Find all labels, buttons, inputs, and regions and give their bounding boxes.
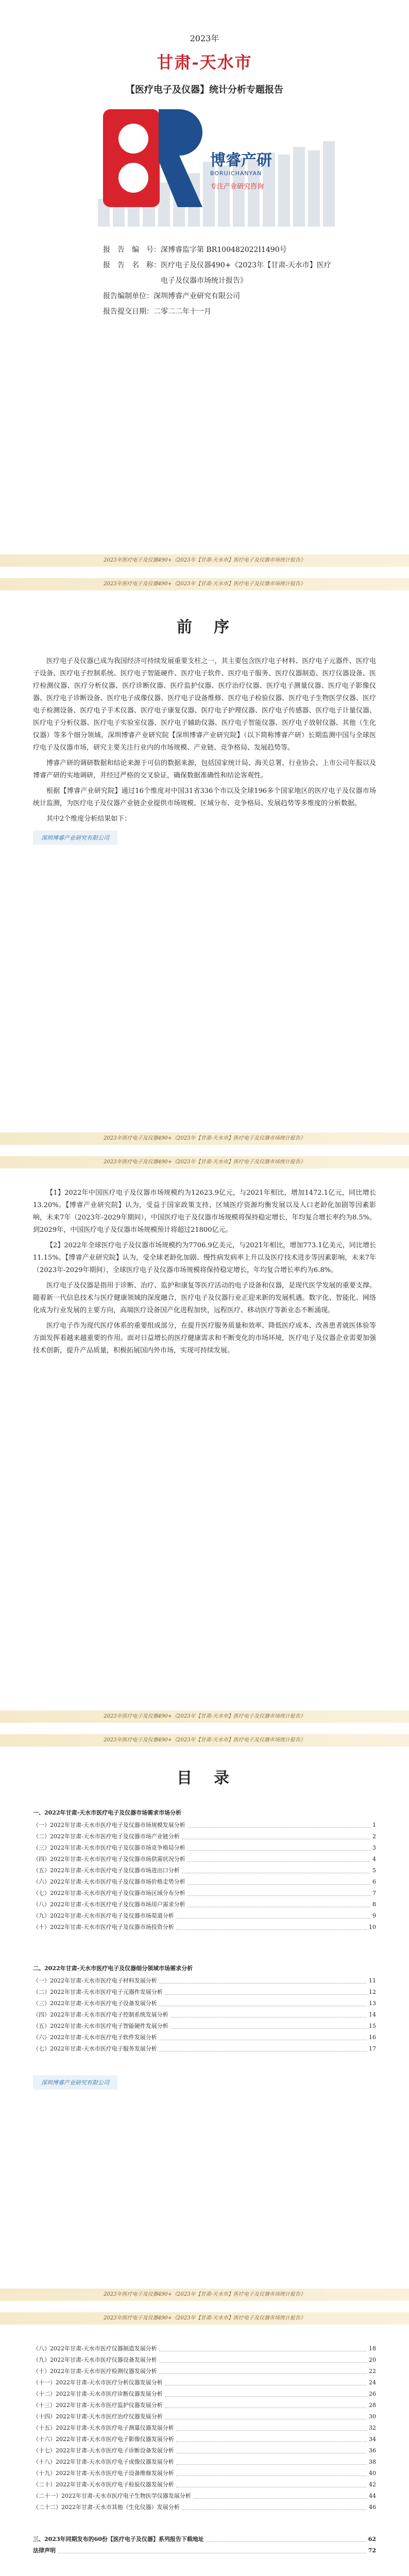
toc-leader: [176, 1929, 367, 1930]
meta-value: 二零二二年十一月: [154, 308, 211, 316]
toc-entry-title: （二）2022年甘肃-天水市医疗电子元器件发展分析: [33, 1989, 163, 1995]
page-footer-band: 2023年医疗电子及仪器490+《2023年【甘肃-天水市】医疗电子及仪器市场统计报告》: [0, 1710, 409, 1723]
toc-entry-title: （五）2022年甘肃-天水市医疗电子及仪器市场进出口分析: [33, 1867, 180, 1874]
meta-row: [103, 289, 335, 304]
toc-entry[interactable]: [33, 2377, 376, 2388]
toc-entry-title: （十六）2022年甘肃-天水市医疗电子影像仪器发展分析: [33, 2436, 174, 2443]
toc-entry-title: （十三）2022年甘肃-天水市医疗监护仪器发展分析: [33, 2402, 163, 2409]
toc-entry[interactable]: [33, 2366, 376, 2377]
toc-leader: [188, 1850, 370, 1851]
toc-entry-title: （二）2022年甘肃-天水市医疗电子及仪器市场产业链分析: [33, 1833, 180, 1840]
toc-entry-title: （四）2022年甘肃-天水市医疗电子控制系统发展分析: [33, 2011, 168, 2018]
toc-leader: [159, 1983, 367, 1984]
page-header-band: 2023年医疗电子及仪器490+《2023年【甘肃-天水市】医疗电子及仪器市场统计报告》: [0, 1734, 409, 1747]
toc-entry-title: （二十一）2022年甘肃-天水市医疗电子生物医学仪器发展分析: [33, 2493, 191, 2499]
toc-entry-page: 26: [369, 2391, 376, 2397]
toc-entry-page: 4: [372, 1856, 376, 1862]
toc-leader: [176, 1918, 370, 1919]
toc-leader: [165, 2396, 367, 2397]
toc-entry-title: （一）2022年甘肃-天水市医疗电子材料发展分析: [33, 1977, 157, 1984]
toc-leader: [206, 2541, 366, 2542]
preface-body: [33, 655, 376, 845]
toc-entry-page: 9: [372, 1912, 376, 1919]
preface-paragraph: 其中2个维度分析结果如下：: [46, 815, 131, 823]
toc-heading: 目 录: [177, 1769, 232, 1787]
cover-report-title: 【医疗电子及仪器】统计分析专题报告: [126, 84, 283, 95]
toc-entry-page: 30: [369, 2413, 376, 2420]
toc-entry-page: 44: [369, 2493, 376, 2499]
toc-entry-title: （六）2022年甘肃-天水市医疗电子及仪器市场价格走势分析: [33, 1878, 185, 1885]
page-header-band: 2023年医疗电子及仪器490+《2023年【甘肃-天水市】医疗电子及仪器市场统计报告》: [0, 578, 409, 590]
toc-entry-page: 20: [369, 2357, 376, 2363]
toc-entry[interactable]: [33, 2354, 376, 2366]
toc-entry[interactable]: [33, 2445, 376, 2456]
preface-heading: 前 序: [177, 618, 232, 636]
toc-leader: [188, 1884, 370, 1885]
company-sub-bar-label: 深圳博睿产业研究有限公司: [33, 831, 117, 845]
analysis-paragraph: 医疗电子作为现代医疗体系的重要组成部分，在提升医疗服务质量和效率、降低医疗成本、改善患者就医体验等方面发挥着越来越重要的作用。面对日益增长的医疗健康需求和不断变化的市场环境，医疗电子及仪器企业需要加强技术创新，提升产品质量，积极拓展国内外市场，实现可持续发展。: [33, 1322, 376, 1354]
toc-entry-page: 72: [368, 2547, 376, 2554]
analysis-paragraph: 医疗电子及仪器是指用于诊断、治疗、监护和康复等医疗活动的电子设备和仪器，是现代医学发展的重要支撑。随着新一代信息技术与医疗健康领域的深度融合，医疗电子及仪器行业正迎来新的发展机遇。数字化、智能化、网络化成为行业发展的主要方向，高端医疗设备国产化进程加快，远程医疗、移动医疗等新业态不断涌现。: [33, 1282, 376, 1314]
toc-entry-page: 14: [369, 2011, 376, 2018]
toc-entry[interactable]: [33, 2032, 376, 2043]
toc-leader: [188, 1827, 370, 1828]
toc-leader: [165, 1994, 367, 1995]
company-sub-bar: [33, 2075, 376, 2090]
toc-entry-title: （十八）2022年甘肃-天水市医疗电子成像仪器发展分析: [33, 2459, 174, 2465]
toc-entry[interactable]: [33, 2434, 376, 2445]
toc-entry-page: 11: [369, 1977, 376, 1984]
toc-entry[interactable]: [33, 1998, 376, 2009]
toc-entry-title: （十五）2022年甘肃-天水市医疗电子测量仪器发展分析: [33, 2425, 174, 2431]
toc-leader: [188, 1895, 370, 1896]
toc-entry[interactable]: [33, 2545, 376, 2556]
toc-entry-title: （十一）2022年甘肃-天水市医疗分析仪器发展分析: [33, 2379, 163, 2386]
toc-leader: [159, 2051, 367, 2052]
toc-section-title[interactable]: 一、2022年甘肃-天水市医疗电子及仪器市场需求市场分析: [33, 1809, 182, 1816]
analysis-page: [0, 1156, 409, 1723]
toc-leader: [188, 1861, 370, 1862]
toc-entry-page: 16: [369, 2034, 376, 2041]
analysis-paragraph: 【2】2022年全球医疗电子及仪器市场规模约为7706.9亿美元，与2021年相比，增加773.1亿美元，同比增长11.15%。【博睿产业研究院】认为，受全球老龄化加剧、慢性病发病率上升以及医疗技术进步等因素影响，未来7年（2023年-2029年期间），全球医疗电子及仪器市场规模将保持稳定增长，年均复合增长率约为6.8%。: [33, 1242, 376, 1274]
toc-entry-page: 5: [372, 1867, 376, 1874]
report-meta-block: [103, 242, 335, 319]
toc-entry[interactable]: [33, 1910, 376, 1922]
analysis-paragraph: 【1】2022年中国医疗电子及仪器市场规模约为12623.9亿元，与2021年相比，增加1472.1亿元，同比增长13.20%。【博睿产业研究院】认为，受益于国家政策支持、区域医疗资源均衡发展以及人口老龄化加剧等因素影响，未来7年（2023年-2029年期间），中国医疗电子及仪器市场规模将保持稳定增长，年均复合增长率约为8.5%。到2029年，中国医疗电子及仪器市场规模预计将超过21800亿元。: [33, 1189, 376, 1234]
toc-entry[interactable]: [33, 1831, 376, 1842]
toc-leader: [193, 2498, 367, 2499]
toc-entry-page: 36: [369, 2447, 376, 2454]
toc-entry-title: （三）2022年甘肃-天水市医疗电子设备发展分析: [33, 2000, 157, 2007]
toc-entry[interactable]: [33, 2411, 376, 2422]
meta-label: 报 告 编 号：: [103, 246, 161, 254]
toc-entry-page: 17: [369, 2045, 376, 2052]
toc-entry[interactable]: [33, 1876, 376, 1888]
toc-entry-title: （十）2022年甘肃-天水市医疗检测仪器发展分析: [33, 2368, 157, 2375]
toc-entry-title: （六）2022年甘肃-天水市医疗电子软件发展分析: [33, 2034, 157, 2041]
company-sub-bar-label: 深圳博睿产业研究有限公司: [33, 2075, 117, 2090]
toc-entry-page: 18: [369, 2345, 376, 2352]
toc-entry-title: （十四）2022年甘肃-天水市医疗治疗仪器发展分析: [33, 2413, 163, 2420]
toc-entry-page: 22: [369, 2368, 376, 2375]
logo-en-name: BORUICHANYAN: [210, 170, 262, 177]
toc-entry-title: （八）2022年甘肃-天水市医疗电子及仪器市场用户需求分析: [33, 1901, 185, 1908]
logo-slogan: 专注产业研究咨询: [210, 183, 264, 191]
meta-value: 医疗电子及仪器490+《2023年【甘肃-天水市】医疗电子及仪器市场统计报告》: [161, 261, 331, 285]
toc-entry[interactable]: [33, 2534, 376, 2545]
toc-entry-page: 2: [372, 1833, 376, 1840]
preface-paragraph: 医疗电子及仪器已成为我国经济可持续发展重要支柱之一，其主要包含医疗电子材料、医疗电子元器件、医疗电子设备、医疗电子控制系统、医疗电子智能硬件、医疗电子软件、医疗电子服务、医疗仪器制造、医疗仪器设备、医疗检测仪器、医疗分析仪器、医疗诊断仪器、医疗监护仪器、医疗治疗仪器、医疗电子测量仪器、医疗电子影像仪器、医疗电子诊断设备、医疗电子成像仪器、医疗电子设备维修、医疗电子检验仪器、医疗电子生物医学仪器、医疗电子检测设备、医疗电子手术仪器、医疗电子康复仪器、医疗电子护理仪器、医疗电子传感器、医疗电子计量仪器、医疗电子分析仪器、医疗电子实验室仪器、医疗电子辅助仪器、医疗电子智能仪器、医疗电子放射仪器、其他（生化仪器）等多个细分领域。深圳博睿产业研究院【深圳博睿产业研究院】（以下简称博睿产研）长期监测中国与全球医疗电子及仪器市场，研究主要关注行业内的市场规模、产业链、竞争格局、发展趋势等。: [33, 657, 376, 752]
preface-page: [0, 578, 409, 1145]
toc-entry[interactable]: [33, 2502, 376, 2513]
toc-entry[interactable]: [33, 1899, 376, 1910]
meta-value: 深圳博睿产业研究有限公司: [154, 292, 240, 300]
toc-entry-page: 3: [372, 1844, 376, 1851]
page-footer-band: 2023年医疗电子及仪器490+《2023年【甘肃-天水市】医疗电子及仪器市场统计报告》: [0, 2289, 409, 2301]
meta-value: 深博睿监字第 BR100482022I1490号: [161, 246, 287, 254]
toc-entry-page: 24: [369, 2379, 376, 2386]
toc-entry[interactable]: [33, 1820, 376, 1831]
toc-entry-title: （十二）2022年甘肃-天水市医疗诊断仪器发展分析: [33, 2391, 163, 2397]
toc-entry-page: 40: [369, 2470, 376, 2477]
toc-page-2: [0, 2312, 409, 2576]
toc-entry[interactable]: [33, 2021, 376, 2032]
toc-leader: [171, 2017, 367, 2018]
page-header-band: 2023年医疗电子及仪器490+《2023年【甘肃-天水市】医疗电子及仪器市场统计报告》: [0, 2312, 409, 2325]
toc-entry[interactable]: [33, 2479, 376, 2490]
toc-entry-page: 1: [372, 1822, 376, 1828]
toc-entry-title: 法律声明: [33, 2547, 56, 2554]
toc-entry-title: （十）2022年甘肃-天水市医疗电子及仪器市场投资分析: [33, 1924, 174, 1930]
toc-entry[interactable]: [33, 2009, 376, 2021]
toc-entry-page: 28: [369, 2402, 376, 2409]
toc-section-title[interactable]: 二、2022年甘肃-天水市医疗电子及仪器细分领域市场需求分析: [33, 1965, 193, 1972]
br-logo-mark: [98, 103, 206, 216]
toc-entry-page: 38: [369, 2459, 376, 2465]
toc-entry[interactable]: [33, 2343, 376, 2354]
toc-entry-page: 46: [369, 2504, 376, 2511]
preface-paragraph: 博睿产研的调研数据和结论来源于可信的数据来源，包括国家统计局、海关总署、行业协会、上市公司年报以及博睿产研的实地调研，并经过严格的交叉验证，确保数据准确性和结论客观性。: [33, 759, 376, 779]
toc-entry[interactable]: [33, 1975, 376, 1987]
toc-entry[interactable]: [33, 1854, 376, 1865]
company-sub-bar: [33, 831, 376, 845]
toc-leader: [176, 2464, 367, 2465]
toc-entry[interactable]: [33, 2400, 376, 2411]
toc-entry-title: （八）2022年甘肃-天水市医疗仪器制造发展分析: [33, 2345, 157, 2352]
toc-list: [33, 1801, 376, 2090]
toc-entry-title: （十九）2022年甘肃-天水市医疗电子设备维修发展分析: [33, 2470, 174, 2477]
toc-leader: [176, 2430, 367, 2431]
meta-label: 报告提交日期：: [103, 308, 154, 316]
toc-entry-page: 34: [369, 2436, 376, 2443]
toc-entry-title: （二十二）2022年甘肃-天水市其他（生化仪器）发展分析: [33, 2504, 180, 2511]
toc-entry[interactable]: [33, 1922, 376, 1933]
toc-entry-title: （五）2022年甘肃-天水市医疗电子智能硬件发展分析: [33, 2023, 168, 2029]
toc-entry[interactable]: [33, 2468, 376, 2479]
page-footer-band: 2023年医疗电子及仪器490+《2023年【甘肃-天水市】医疗电子及仪器市场统计报告》: [0, 1132, 409, 1145]
toc-entry-page: 42: [369, 2481, 376, 2488]
toc-entry[interactable]: [33, 2456, 376, 2468]
toc-entry[interactable]: [33, 1888, 376, 1899]
page-footer-band: 2023年医疗电子及仪器490+《2023年【甘肃-天水市】医疗电子及仪器市场统计报告》: [0, 554, 409, 567]
toc-entry[interactable]: [33, 2043, 376, 2055]
toc-entry-page: 12: [369, 1989, 376, 1995]
toc-leader: [159, 2362, 367, 2363]
page-header-band: 2023年医疗电子及仪器490+《2023年【甘肃-天水市】医疗电子及仪器市场统计报告》: [0, 1156, 409, 1168]
toc-leader: [171, 2028, 367, 2029]
cover-page: [0, 0, 409, 567]
toc-entry[interactable]: [33, 2490, 376, 2502]
meta-row: [103, 258, 335, 289]
toc-entry-page: 7: [372, 1890, 376, 1896]
toc-page-1: [0, 1734, 409, 2301]
meta-label: 报告编制单位：: [103, 292, 154, 300]
toc-entry-title: （一）2022年甘肃-天水市医疗电子及仪器市场规模发展分析: [33, 1822, 185, 1828]
toc-entry-title: （七）2022年甘肃-天水市医疗电子及仪器市场区域分布分析: [33, 1890, 185, 1896]
toc-entry[interactable]: [33, 1987, 376, 1998]
toc-entry-page: 6: [372, 1878, 376, 1885]
logo-cn-name: 博睿产研: [210, 151, 272, 170]
toc-entry-page: 32: [369, 2425, 376, 2431]
toc-entry-title: （七）2022年甘肃-天水市医疗电子服务发展分析: [33, 2045, 157, 2052]
toc-entry-title: （二十）2022年甘肃-天水市医疗电子检验仪器发展分析: [33, 2481, 174, 2488]
toc-entry[interactable]: [33, 1865, 376, 1876]
toc-entry-title: （九）2022年甘肃-天水市医疗电子及仪器市场渠道分析: [33, 1912, 174, 1919]
toc-entry-title: 三、2023年同期发布的60份【医疗电子及仪器】系列报告下载地址: [33, 2536, 204, 2543]
toc-entry[interactable]: [33, 2422, 376, 2434]
toc-entry-page: 13: [369, 2000, 376, 2007]
toc-entry-page: 8: [372, 1901, 376, 1908]
analysis-body: [33, 1187, 376, 1360]
toc-entry-title: （十七）2022年甘肃-天水市医疗电子诊断设备发展分析: [33, 2447, 174, 2454]
toc-list-continued: [33, 2343, 376, 2556]
toc-entry[interactable]: [33, 1842, 376, 1854]
meta-row: [103, 304, 335, 319]
toc-entry-page: 10: [369, 1924, 376, 1930]
preface-paragraph: 根据【博睿产业研究院】通过16个维度对中国31省336个市以及全球196多个国家地区的医疗电子及仪器市场统计监测，为医疗电子及仪器产业链企业提供市场规模、区域分布、竞争格局、发展趋势等多维度的分析数据。: [33, 787, 376, 807]
toc-entry-title: （四）2022年甘肃-天水市医疗电子及仪器市场供需状况分析: [33, 1856, 185, 1862]
toc-entry-page: 62: [368, 2536, 376, 2543]
toc-entry-page: 15: [369, 2023, 376, 2029]
cover-region-title: 甘肃-天水市: [157, 53, 252, 72]
meta-row: [103, 242, 335, 258]
toc-entry-title: （三）2022年甘肃-天水市医疗电子及仪器市场竞争格局分析: [33, 1844, 185, 1851]
toc-entry-title: （九）2022年甘肃-天水市医疗仪器设备发展分析: [33, 2357, 157, 2363]
meta-label: 报 告 名 称：: [103, 261, 161, 269]
toc-entry[interactable]: [33, 2388, 376, 2400]
company-logo: [98, 103, 314, 216]
cover-year: 2023年: [190, 33, 219, 43]
